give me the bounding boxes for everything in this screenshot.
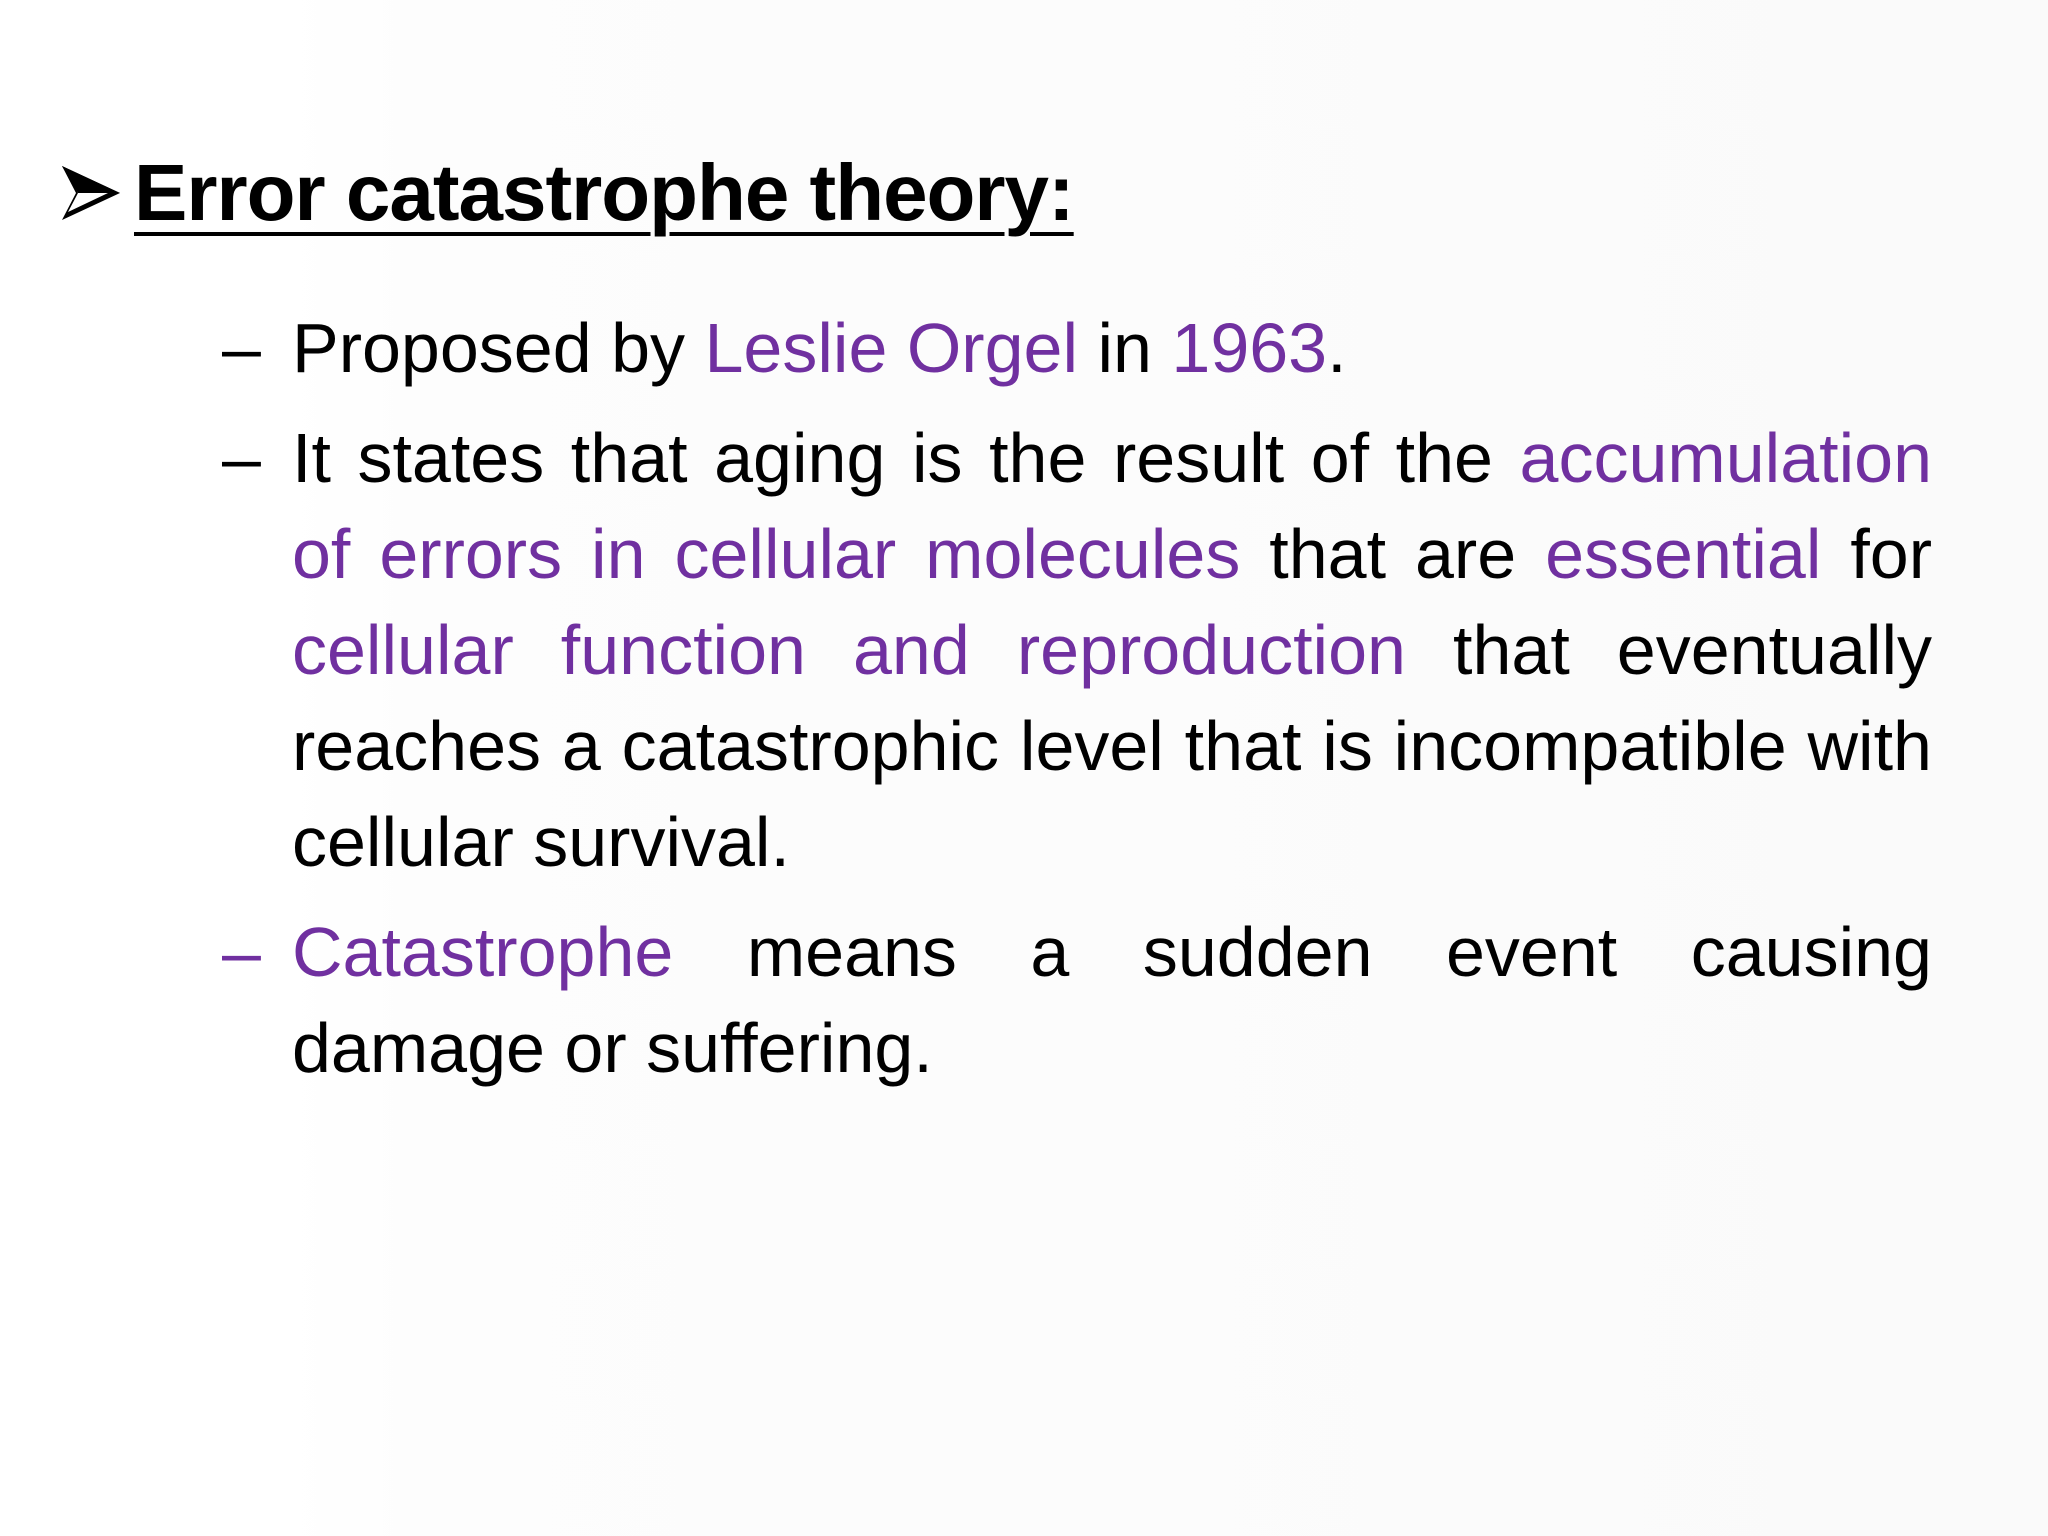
bullet-item [222, 410, 1932, 890]
bullet-text [292, 419, 1932, 881]
body-text: for [1821, 515, 1933, 593]
bullet-item [222, 904, 1932, 1096]
body-text: in [1078, 309, 1172, 387]
highlighted-text: 1963 [1171, 309, 1328, 387]
bullet-dash: – [222, 309, 261, 387]
bullet-text [292, 309, 1347, 387]
bullet-list [222, 300, 1932, 1110]
highlighted-text: essential [1545, 515, 1822, 593]
body-text: that eventually reaches a catastrophic level that is incompatible with cellular survival. [292, 611, 1933, 881]
bullet-dash: – [222, 913, 261, 991]
slide-heading [58, 138, 1074, 248]
body-text: that are [1240, 515, 1546, 593]
highlighted-text: Leslie Orgel [704, 309, 1078, 387]
bullet-dash: – [222, 419, 261, 497]
body-text: means a sudden event causing damage or suffering. [292, 913, 1932, 1087]
body-text: Proposed by [292, 309, 705, 387]
arrow-bullet-icon [58, 160, 124, 226]
body-text: It states that aging is the result of the [292, 419, 1520, 497]
highlighted-text: cellular function and reproduction [292, 611, 1406, 689]
highlighted-text: accumulation of errors in cellular molecules [292, 419, 1932, 593]
slide-title: Error catastrophe theory: [134, 148, 1074, 237]
bullet-item [222, 300, 1932, 396]
body-text: . [1327, 309, 1347, 387]
highlighted-text: Catastrophe [292, 913, 674, 991]
bullet-text [292, 913, 1932, 1087]
